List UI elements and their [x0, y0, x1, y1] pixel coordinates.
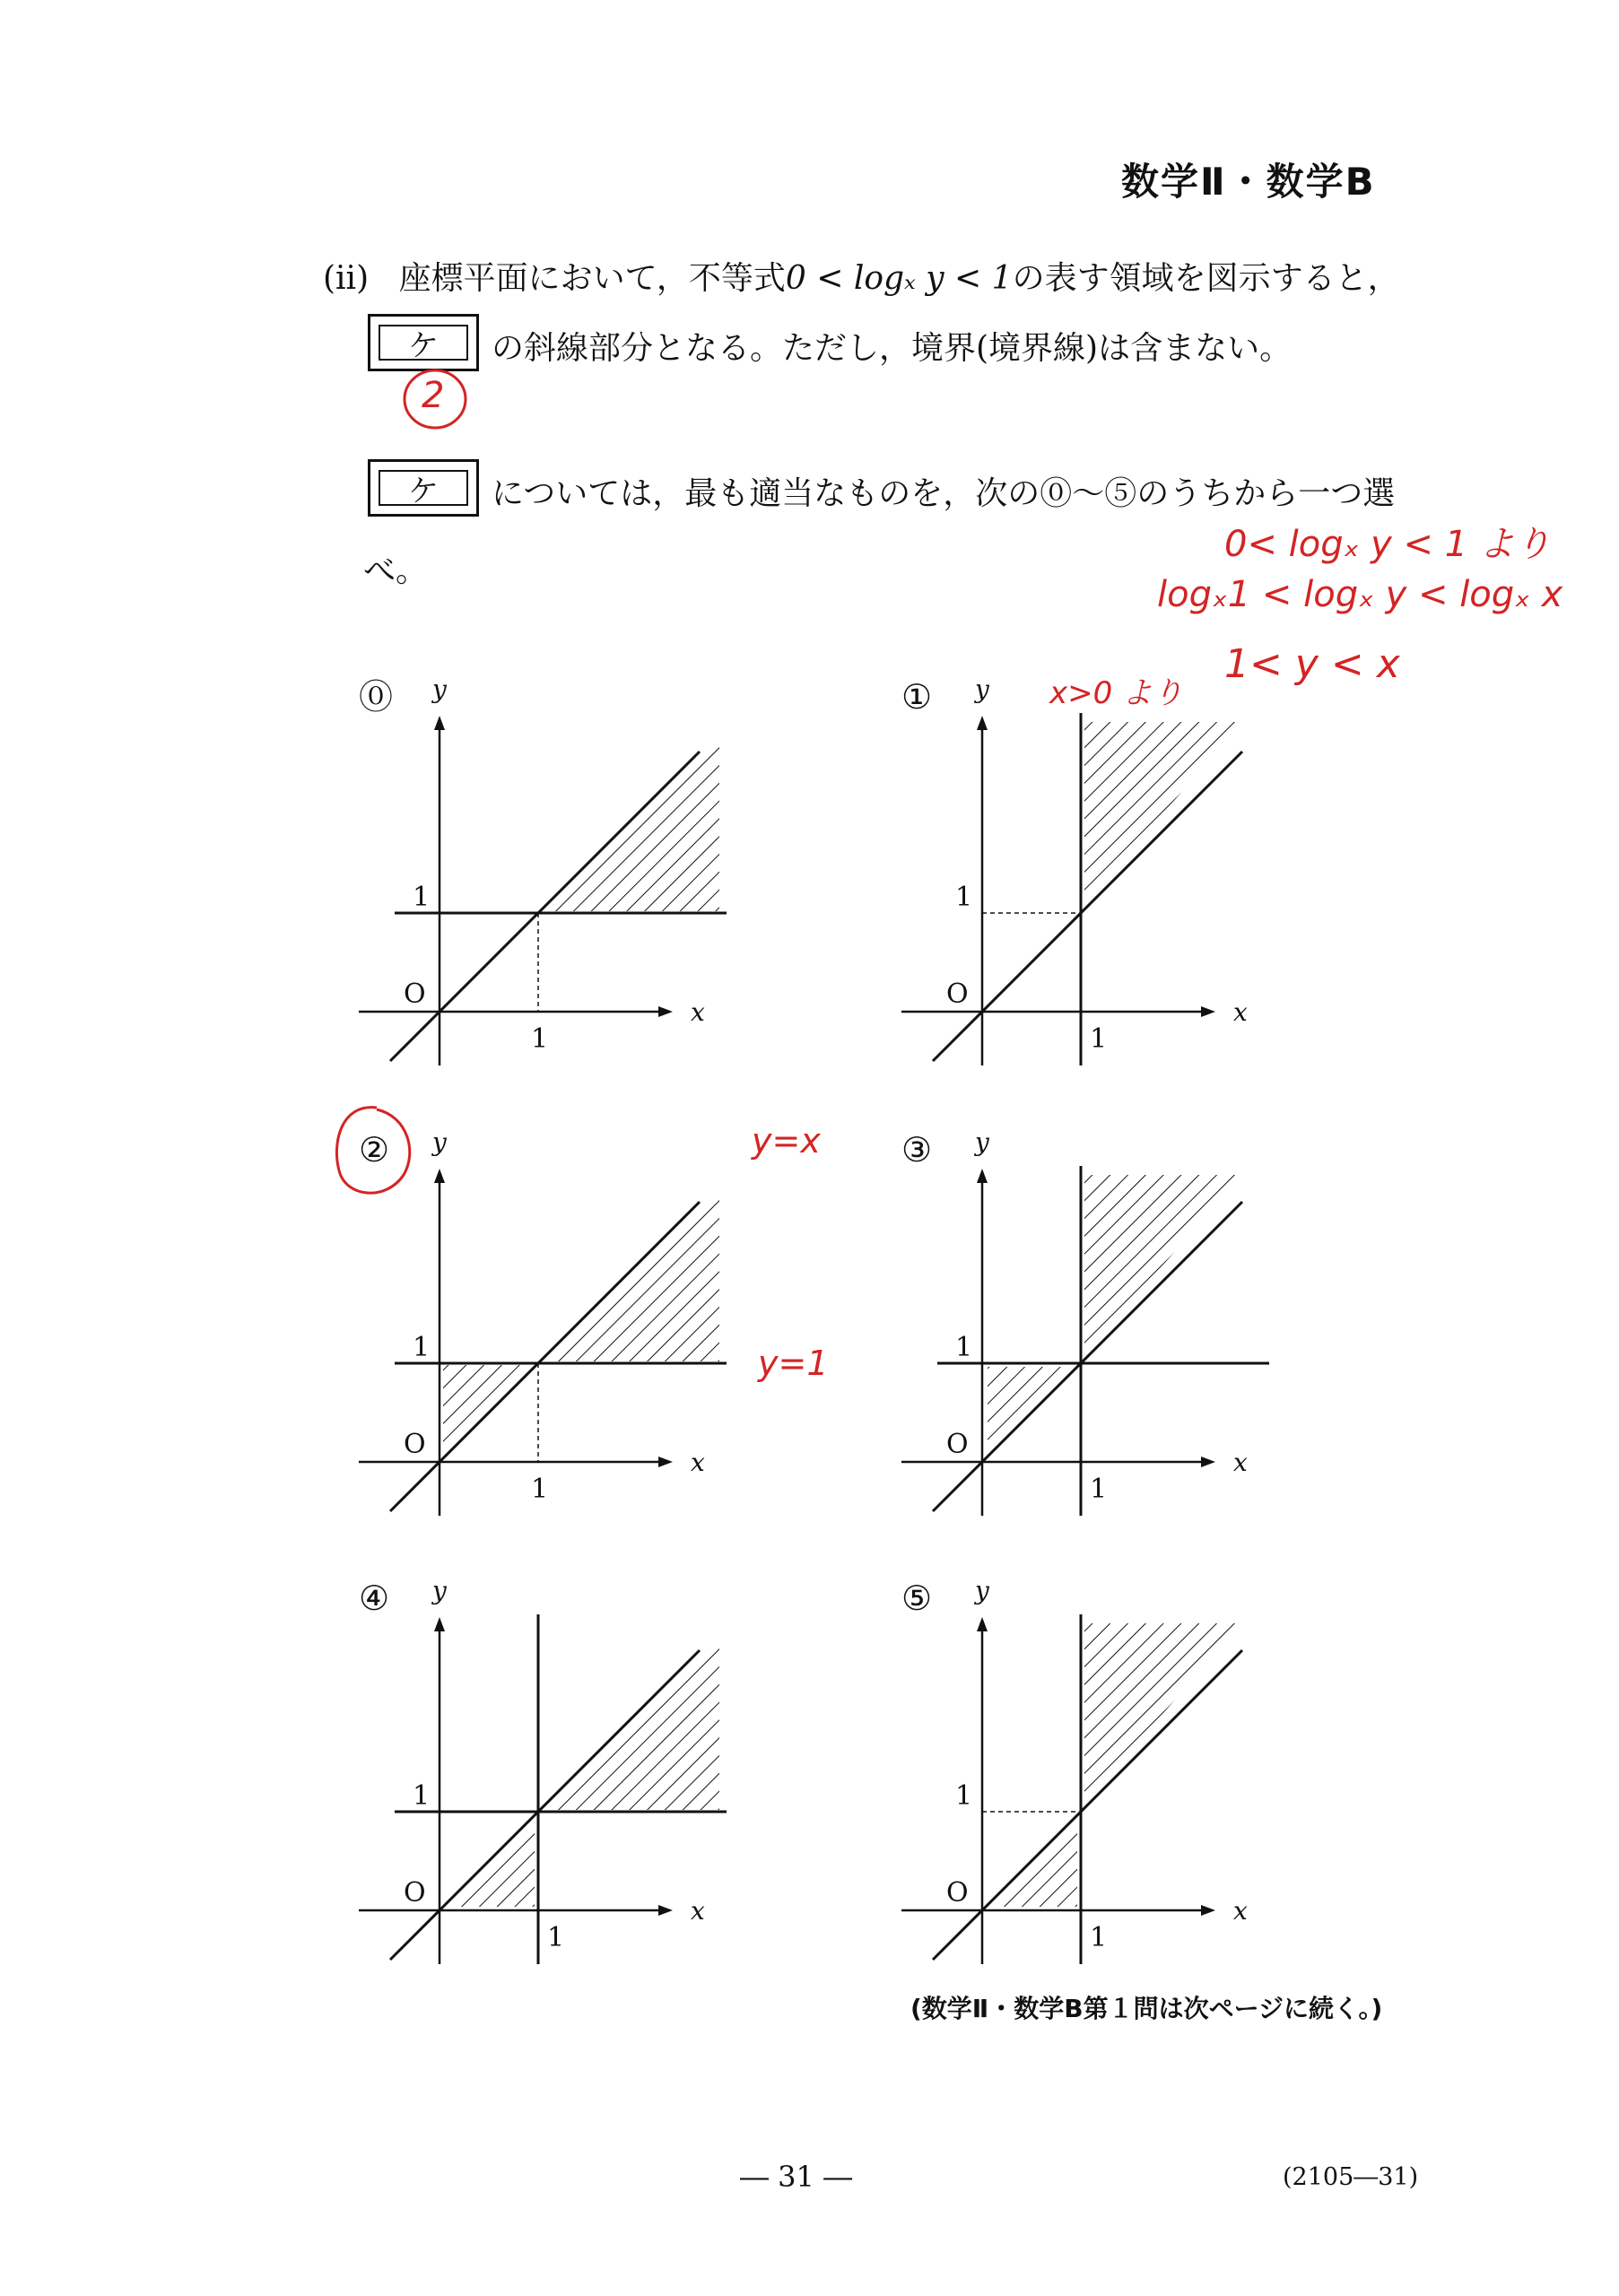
x-axis-arrow [658, 1006, 673, 1017]
question-line-2: の斜線部分となる。ただし，境界(境界線)は含まない。 [492, 330, 1293, 367]
x-axis-label: x [1233, 1896, 1248, 1926]
choice-label: ⓪ [359, 677, 394, 717]
graph-choice-0 [359, 664, 736, 1080]
x-tick-1: 1 [531, 1023, 549, 1055]
y-axis-arrow [434, 716, 445, 730]
shaded-region [989, 1819, 1077, 1907]
x-tick-1: 1 [547, 1922, 565, 1953]
answer-box-ke-2[interactable] [368, 459, 479, 517]
x-axis-arrow [658, 1457, 673, 1467]
page-number: ― 31 ― [740, 2160, 853, 2194]
x-tick-1: 1 [1090, 1922, 1108, 1953]
answer-box-inner: ケ [379, 325, 469, 361]
line1-text-b: の表す領域を図示すると， [1012, 260, 1400, 297]
shaded-region [1084, 1175, 1242, 1354]
graph-svg-1 [901, 664, 1278, 1076]
y-axis-arrow [977, 716, 988, 730]
x-axis-arrow [658, 1905, 673, 1916]
continue-note: (数学Ⅱ・数学B第１問は次ページに続く。) [910, 1994, 1383, 2023]
y-tick-1: 1 [413, 1780, 431, 1812]
origin-label: O [946, 978, 969, 1010]
origin-label: O [946, 1429, 969, 1460]
graph-choice-3 [901, 1117, 1278, 1533]
y-axis-label: y [975, 1127, 989, 1157]
y-tick-1: 1 [955, 882, 973, 913]
origin-label: O [404, 1877, 426, 1909]
choice-label: ⑤ [901, 1578, 933, 1618]
choice-label: ④ [359, 1578, 390, 1618]
line1-text-a: 座標平面において，不等式 [398, 260, 786, 297]
y-axis-label: y [432, 1127, 447, 1157]
y-axis-label: y [432, 1576, 447, 1605]
graph-svg-4 [359, 1565, 736, 1978]
x-axis-label: x [1233, 1448, 1248, 1477]
x-tick-1: 1 [1090, 1023, 1108, 1055]
y-axis-label: y [975, 674, 989, 704]
graph-svg-3 [901, 1117, 1278, 1529]
y-tick-1: 1 [955, 1780, 973, 1812]
graph-svg-2 [359, 1117, 736, 1529]
question-line-4: べ。 [363, 552, 429, 589]
x-axis-label: x [691, 1448, 705, 1477]
line1-inequality: 0 < logₓ y < 1 [785, 260, 1013, 297]
note-line-1: 0< logₓ y < 1 より [1224, 524, 1551, 565]
origin-label: O [946, 1877, 969, 1909]
y-axis-arrow [434, 1169, 445, 1183]
shaded-region [545, 739, 719, 911]
y-axis-arrow [434, 1617, 445, 1631]
x-axis-label: x [691, 1896, 705, 1926]
shaded-region [1084, 1623, 1242, 1803]
graph-choice-4 [359, 1565, 736, 1981]
x-tick-1: 1 [1090, 1474, 1108, 1505]
y-tick-1: 1 [413, 1332, 431, 1363]
shaded-region [1084, 722, 1242, 904]
choice-label: ③ [901, 1130, 933, 1170]
graph-choice-1 [901, 664, 1278, 1080]
graph-choice-2 [359, 1117, 736, 1533]
y-axis-label: y [432, 674, 447, 704]
shaded-region [545, 1189, 719, 1361]
note-line-3: 1< y < x [1224, 641, 1400, 687]
x-axis-label: x [1233, 997, 1248, 1027]
graph-svg-0 [359, 664, 736, 1076]
x-tick-1: 1 [531, 1474, 549, 1505]
x-axis-label: x [691, 997, 705, 1027]
choice-label: ① [901, 677, 933, 717]
part-label: (ii) [323, 260, 370, 297]
answer-box-inner-2: ケ [379, 470, 469, 506]
label-y-equals-x: y=x [752, 1121, 821, 1161]
choice-label: ② [359, 1130, 390, 1170]
shaded-region [447, 1819, 535, 1907]
question-line-1 [323, 253, 1400, 299]
graph-choice-5 [901, 1565, 1278, 1981]
note-line-4: x>0 より [1049, 675, 1184, 711]
y-tick-1: 1 [413, 882, 431, 913]
shaded-region [443, 1365, 531, 1457]
question-line-3: については，最も適当なものを，次の⓪～⑤のうちから一つ選 [492, 475, 1396, 512]
subject-header: 数学Ⅱ・数学B [1121, 160, 1376, 204]
page-code: (2105―31) [1283, 2163, 1419, 2191]
y-axis-arrow [977, 1617, 988, 1631]
y-axis-label: y [975, 1576, 989, 1605]
label-y-equals-1: y=1 [758, 1344, 829, 1383]
x-axis-arrow [1201, 1006, 1215, 1017]
x-axis-arrow [1201, 1905, 1215, 1916]
note-line-2: logₓ1 < logₓ y < logₓ x [1157, 574, 1563, 615]
y-axis-arrow [977, 1169, 988, 1183]
handwritten-answer: 2 [422, 375, 445, 416]
shaded-region [545, 1638, 719, 1810]
graph-svg-5 [901, 1565, 1278, 1978]
x-axis-arrow [1201, 1457, 1215, 1467]
origin-label: O [404, 1429, 426, 1460]
origin-label: O [404, 978, 426, 1010]
y-tick-1: 1 [955, 1332, 973, 1363]
